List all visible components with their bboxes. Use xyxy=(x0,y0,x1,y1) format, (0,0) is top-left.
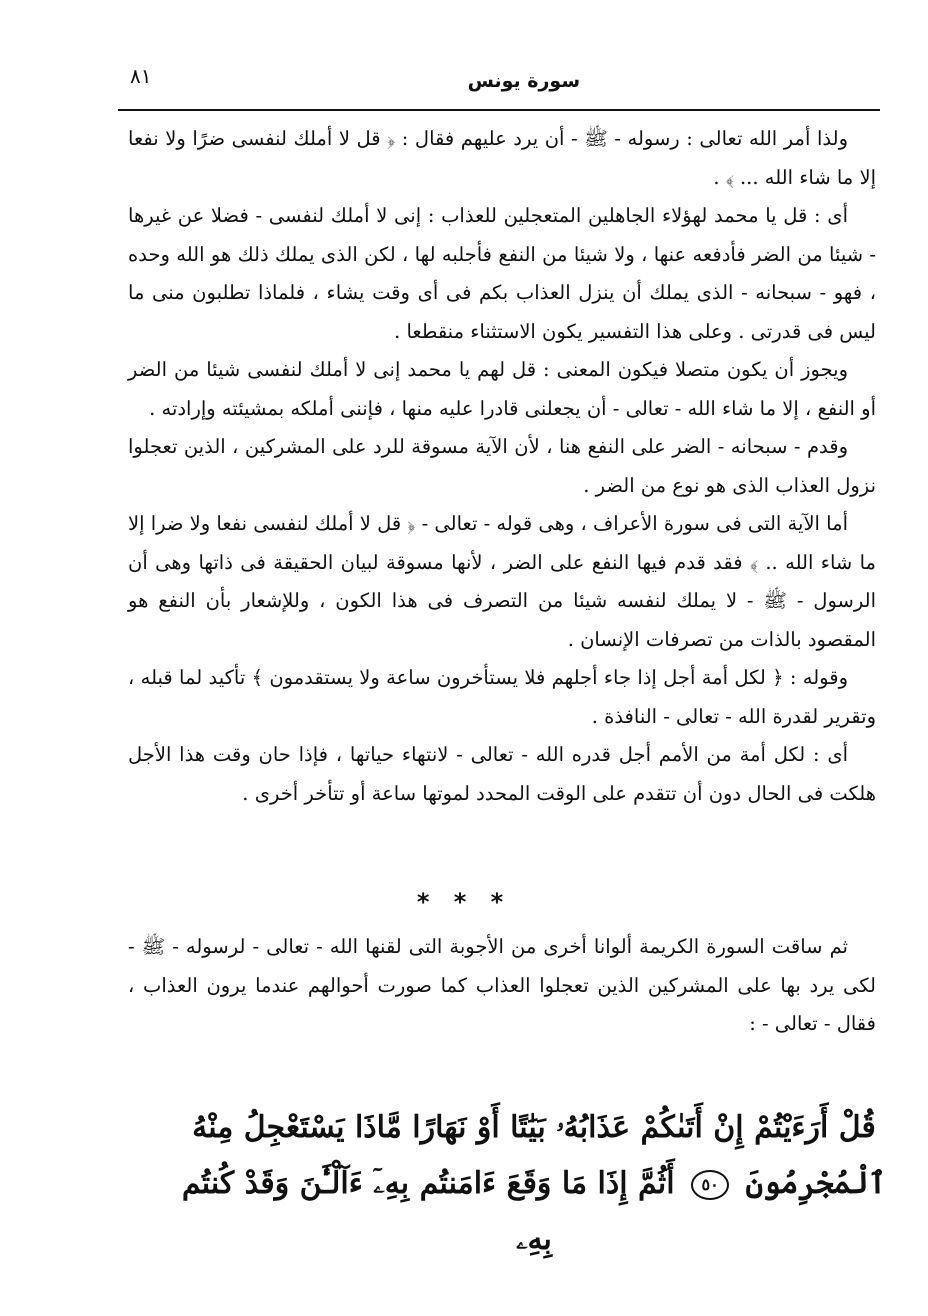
main-text xyxy=(128,120,876,813)
page-header xyxy=(118,58,880,96)
paragraph: أى : لكل أمة من الأمم أجل قدره الله - تعالى - لانتهاء حياتها ، فإذا حان وقت هذا الأجل هلكت فى الحال دون أن تتقدم على الوقت المحدد لموتها ساعة أو تتأخر أخرى . xyxy=(128,743,876,805)
verse-line-1: قُلْ أَرَءَيْتُمْ إِنْ أَتَىٰكُمْ عَذَابُهُۥ بَيَٰتًا أَوْ نَهَارًا مَّاذَا يَسْتَعْجِلُ مِنْهُ xyxy=(192,1110,876,1145)
paragraph: وقدم - سبحانه - الضر على النفع هنا ، لأن الآية مسوقة للرد على المشركين ، الذين تعجلوا نزول العذاب الذى هو نوع من الضر . xyxy=(128,435,876,497)
paragraph: أما الآية التى فى سورة الأعراف ، وهى قوله - تعالى - ﴿ قل لا أملك لنفسى نفعا ولا ضرا إلا ما شاء الله .. ﴾ فقد قدم فيها النفع على الضر ، لأنها مسوقة لبيان الحقيقة فى ذاتها وهى أن الرسول - ﷺ - لا يملك لنفسه شيئا من التصرف فى هذا الكون ، وللإشعار بأن النفع هو المقصود بالذات من تصرفات الإنسان . xyxy=(128,512,876,651)
closing-text xyxy=(128,928,876,1044)
verse-word: ٱلْمُجْرِمُونَ xyxy=(745,1166,887,1201)
header-rule xyxy=(118,109,880,111)
paragraph: ويجوز أن يكون متصلا فيكون المعنى : قل لهم يا محمد إنى لا أملك لنفسى شيئا من الضر أو النفع ، إلا ما شاء الله - تعالى - أن يجعلنى قادرا عليه منها ، فإننى أملكه بمشيئته وإرادته . xyxy=(128,358,876,420)
quran-verse xyxy=(180,1100,888,1268)
closing-paragraph: ثم ساقت السورة الكريمة ألوانا أخرى من الأجوبة التى لقنها الله - تعالى - لرسوله - ﷺ - لكى يرد بها على المشركين الذين تعجلوا العذاب كما صورت أحوالهم عندما يرون العذاب ، فقال - تعالى - : xyxy=(128,935,876,1035)
ayah-number-marker: ٥٠ xyxy=(691,1170,729,1200)
verse-segment: أَثُمَّ إِذَا مَا وَقَعَ ءَامَنتُم بِهِۦٓ ءَآلْـَٰٔنَ وَقَدْ كُنتُم بِهِۦ xyxy=(181,1166,675,1257)
page-number: ٨١ xyxy=(130,64,152,88)
verse-line-2 xyxy=(180,1156,888,1268)
paragraph: ولذا أمر الله تعالى : رسوله - ﷺ - أن يرد عليهم فقال : ﴿ قل لا أملك لنفسى ضرًا ولا نفعا إلا ما شاء الله ... ﴾ . xyxy=(128,127,876,189)
paragraph: وقوله : ﴿ لكل أمة أجل إذا جاء أجلهم فلا يستأخرون ساعة ولا يستقدمون ﴾ تأكيد لما قبله ، وتقرير لقدرة الله - تعالى - النافذة . xyxy=(128,666,876,728)
running-title: سورة يونس xyxy=(467,70,580,92)
section-separator: * * * xyxy=(416,888,512,916)
paragraph: أى : قل يا محمد لهؤلاء الجاهلين المتعجلين للعذاب : إنى لا أملك لنفسى - فضلا عن غيرها - شيئا من الضر فأدفعه عنها ، ولا شيئا من النفع فأجلبه لها ، لكن الذى يملك ذلك هو الله وحده ، فهو - سبحانه - الذى يملك أن ينزل العذاب بكم فى أى وقت يشاء ، فلماذا تطلبون منى ما ليس فى قدرتى . وعلى هذا التفسير يكون الاستثناء منقطعا . xyxy=(128,204,876,343)
